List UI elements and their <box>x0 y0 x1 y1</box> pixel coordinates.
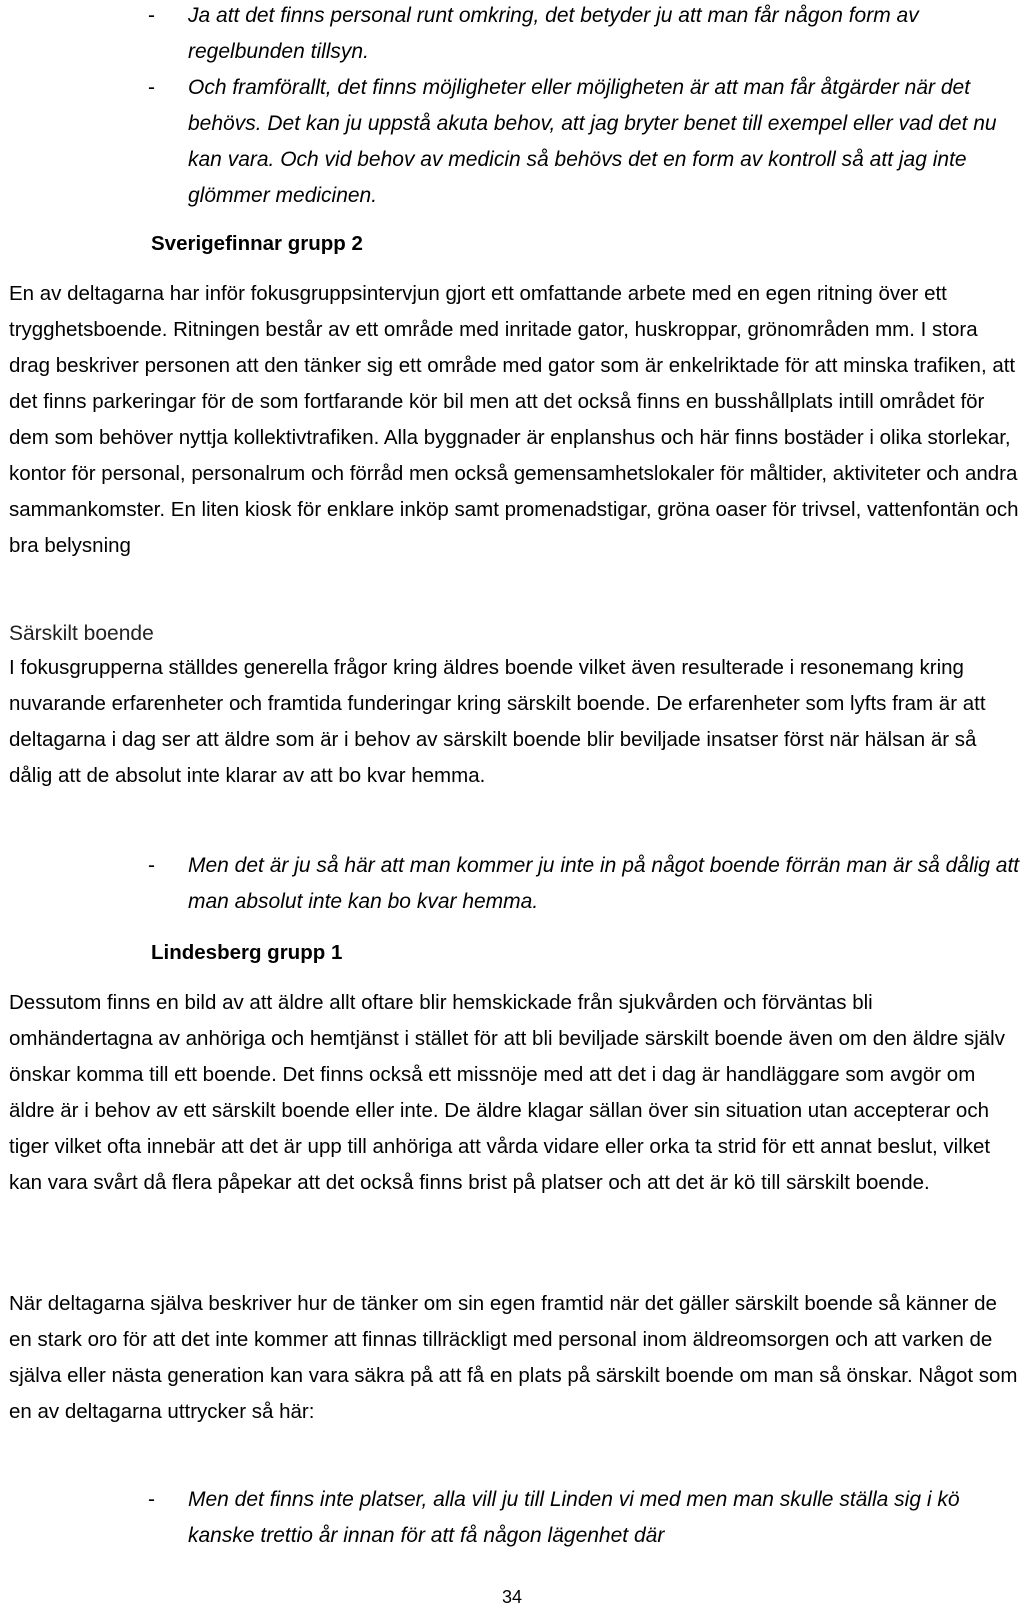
list-dash: - <box>148 4 155 27</box>
group-label: Lindesberg grupp 1 <box>151 941 343 964</box>
paragraph: I fokusgrupperna ställdes generella frågor kring äldres boende vilket även resulterade i resonemang kring nuvarande erfarenheter och framtida funderingar kring särskilt boende. De erfarenheter som lyfts fram är att deltagarna i dag ser att äldre som är i behov av särskilt boende blir beviljade insatser först när hälsan är så dålig att de absolut inte klarar av att bo kvar hemma. <box>9 656 986 787</box>
quote-item <box>148 70 1020 214</box>
quote-list-top <box>148 0 1020 214</box>
quote-text: Men det är ju så här att man kommer ju inte in på något boende förrän man är så dålig att man absolut inte kan bo kvar hemma. <box>188 854 1020 913</box>
quote-text: Och framförallt, det finns möjligheter eller möjligheten är att man får åtgärder när det behövs. Det kan ju uppstå akuta behov, att jag bryter benet till exempel eller vad det nu kan vara. Och vid behov av medicin så behövs det en form av kontroll så att jag inte glömmer medicinen. <box>188 76 997 207</box>
list-dash: - <box>148 1488 155 1511</box>
paragraph: Dessutom finns en bild av att äldre allt oftare blir hemskickade från sjukvården och förväntas bli omhändertagna av anhöriga och hemtjänst i stället för att bli beviljade särskilt boende även om den äldre själv önskar komma till ett boende. Det finns också ett missnöje med att det i dag är handläggare som avgör om äldre är i behov av ett särskilt boende eller inte. De äldre klagar sällan över sin situation utan accepterar och tiger vilket ofta innebär att det är upp till anhöriga att vårda vidare eller orka ta strid för ett annat beslut, vilket kan vara svårt då flera påpekar att det också finns brist på platser och att det är kö till särskilt boende. <box>9 991 1005 1194</box>
paragraph: En av deltagarna har inför fokusgruppsintervjun gjort ett omfattande arbete med en egen ritning över ett trygghetsboende. Ritningen består av ett område med inritade gator, huskroppar, grönområden mm. I stora drag beskriver personen att den tänker sig ett område med gator som är enkelriktade för att minska trafiken, att det finns parkeringar för de som fortfarande kör bil men att det också finns en busshållplats intill området för dem som behöver nyttja kollektivtrafiken. Alla byggnader är enplanshus och här finns bostäder i olika storlekar, kontor för personal, personalrum och förråd men också gemensamhetslokaler för måltider, aktiviteter och andra sammankomster. En liten kiosk för enklare inköp samt promenadstigar, gröna oaser för trivsel, vattenfontän och bra belysning <box>9 282 1019 557</box>
quote-text: Ja att det finns personal runt omkring, det betyder ju att man får någon form av regelbunden tillsyn. <box>188 4 919 63</box>
section-heading: Särskilt boende <box>9 622 154 645</box>
list-dash: - <box>148 854 155 877</box>
quote-list-bottom <box>148 1482 1020 1554</box>
page-number: 34 <box>501 1587 523 1607</box>
quote-text: Men det finns inte platser, alla vill ju till Linden vi med men man skulle ställa sig i kö kanske trettio år innan för att få någon lägenhet där <box>188 1488 960 1547</box>
quote-item <box>148 848 1020 920</box>
paragraph: När deltagarna själva beskriver hur de tänker om sin egen framtid när det gäller särskilt boende så känner de en stark oro för att det inte kommer att finnas tillräckligt med personal inom äldreomsorgen och att varken de själva eller nästa generation kan vara säkra på att få en plats på särskilt boende om man så önskar. Något som en av deltagarna uttrycker så här: <box>9 1292 1018 1423</box>
group-label: Sverigefinnar grupp 2 <box>151 232 363 255</box>
quote-list-mid <box>148 848 1020 920</box>
quote-item <box>148 1482 1020 1554</box>
list-dash: - <box>148 76 155 99</box>
quote-item <box>148 0 1020 70</box>
